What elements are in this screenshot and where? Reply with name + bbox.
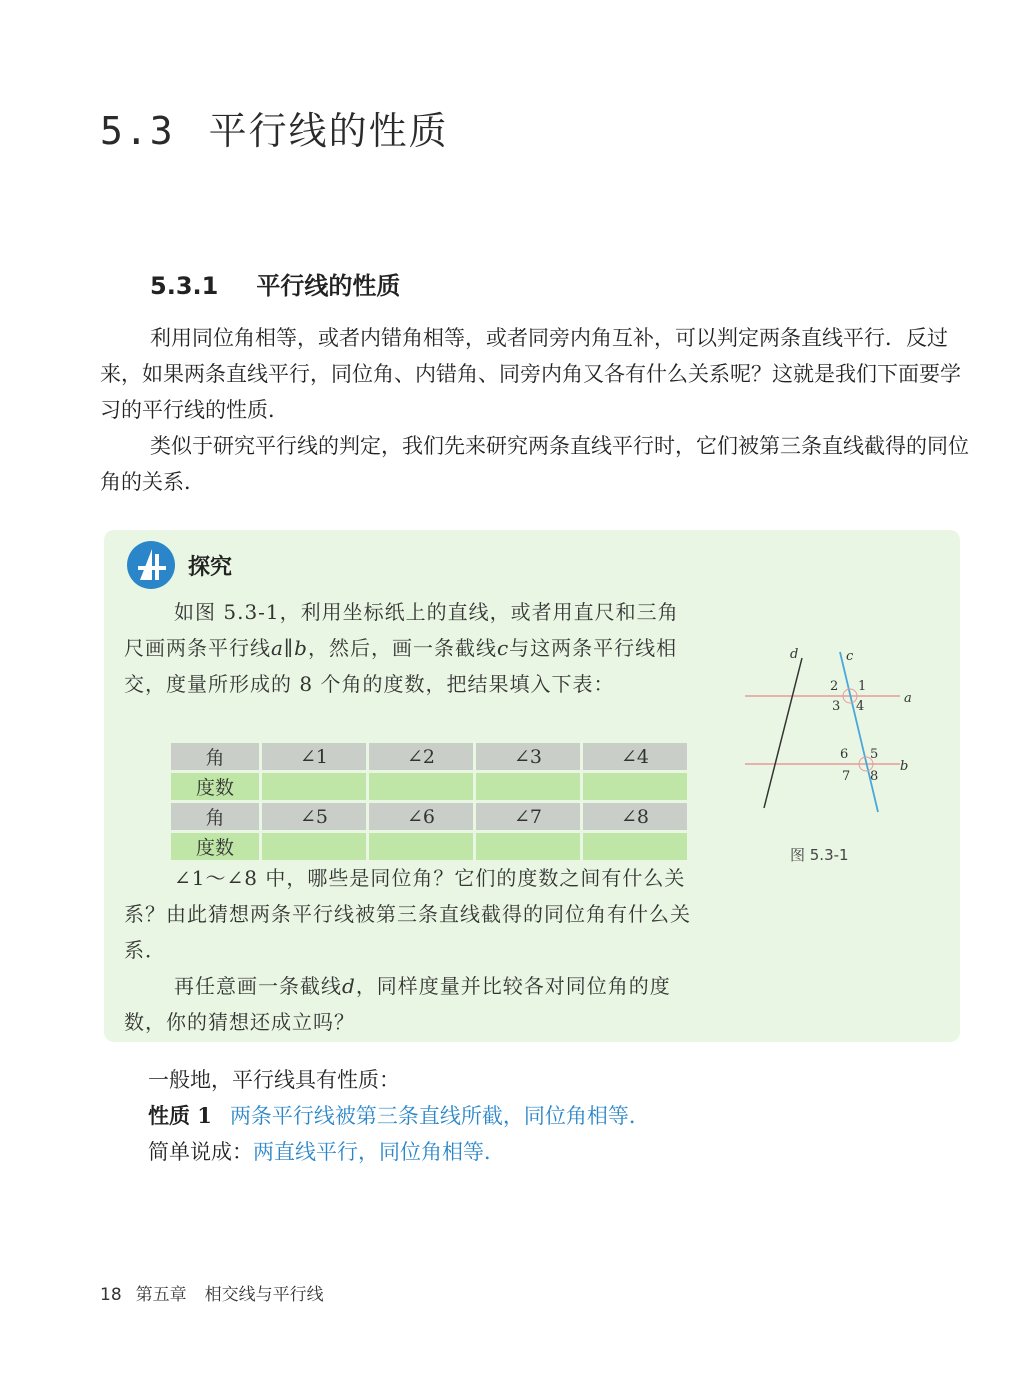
label-angle-6: 6 (840, 747, 849, 762)
subsection-number: 5.3.1 (150, 272, 219, 300)
section-title-text: 平行线的性质 (208, 109, 449, 153)
explore-p1-math: a∥b (271, 636, 308, 660)
label-angle-7: 7 (842, 769, 851, 784)
label-angle-3: 3 (832, 699, 841, 714)
label-angle-5: 5 (870, 747, 879, 762)
table-row (171, 743, 687, 770)
label-b: b (900, 759, 909, 774)
table-cell-empty (476, 833, 580, 860)
subsection-title-text: 平行线的性质 (256, 272, 401, 300)
table-cell: ∠5 (262, 803, 366, 830)
explore-p3-text-b: ，同样度量并比较各对同位角的度数，你的猜想还成立吗？ (124, 974, 671, 1034)
table-cell: ∠1 (262, 743, 366, 770)
explore-p1-var-c: c (496, 636, 510, 660)
angle-table (168, 740, 690, 863)
label-angle-4: 4 (856, 699, 865, 714)
explore-p2-text: ∠1～∠8 中，哪些是同位角？它们的度数之间有什么关系？由此猜想两条平行线被第三条直线截得的同位角有什么关系． (124, 866, 691, 962)
property-1 (148, 1100, 650, 1130)
general-statement: 一般地，平行线具有性质： (148, 1068, 400, 1092)
explore-p1-text-b: ，然后，画一条截线 (307, 636, 497, 660)
table-cell-empty (262, 773, 366, 800)
table-cell: ∠7 (476, 803, 580, 830)
table-cell: ∠4 (583, 743, 687, 770)
explore-paragraph-2 (124, 860, 696, 968)
label-d: d (790, 647, 799, 662)
property-text: 两条平行线被第三条直线所截，同位角相等． (229, 1104, 650, 1128)
table-cell-empty (262, 833, 366, 860)
explore-paragraph-1 (124, 594, 696, 702)
table-cell-empty (369, 833, 473, 860)
section-title (100, 100, 449, 155)
intro-paragraph-1-text: 利用同位角相等，或者内错角相等，或者同旁内角互补，可以判定两条直线平行．反过来，如果两条直线平行，同位角、内错角、同旁内角又各有什么关系呢？这就是我们下面要学习的平行线的性质． (100, 326, 961, 422)
table-cell-empty (583, 833, 687, 860)
table-cell-empty (476, 773, 580, 800)
property-label: 性质 1 (148, 1103, 212, 1128)
subsection-title (150, 266, 400, 301)
explore-icon (126, 540, 176, 590)
table-header-angle: 角 (171, 803, 259, 830)
label-angle-1: 1 (858, 679, 867, 694)
label-a: a (904, 691, 912, 706)
intro-paragraph-2 (100, 428, 972, 500)
transversal-c (840, 652, 878, 812)
table-row (171, 803, 687, 830)
simple-statement (148, 1136, 505, 1166)
label-c: c (846, 649, 854, 664)
figure-caption: 图 5.3-1 (790, 846, 849, 864)
table-cell-empty (369, 773, 473, 800)
explore-label: 探究 (188, 555, 233, 580)
page-number: 18 (100, 1285, 122, 1305)
table-header-angle: 角 (171, 743, 259, 770)
table-header-degree: 度数 (171, 773, 259, 800)
figure-5-3-1 (740, 640, 930, 820)
simple-label: 简单说成： (148, 1140, 253, 1164)
explore-p1-text-a: 如图 5.3-1，利用坐标纸上的直线，或者用直尺和三角尺画两条平行线 (124, 600, 679, 660)
section-number: 5.3 (100, 109, 175, 153)
chapter-title: 相交线与平行线 (204, 1285, 324, 1305)
table-cell: ∠8 (583, 803, 687, 830)
table-row (171, 773, 687, 800)
table-cell: ∠3 (476, 743, 580, 770)
explore-p3-var-d: d (342, 974, 356, 998)
table-cell: ∠6 (369, 803, 473, 830)
explore-paragraph-3 (124, 968, 696, 1040)
explore-p3-text-a: 再任意画一条截线 (174, 974, 342, 998)
chapter-label: 第五章 (135, 1285, 187, 1305)
page-footer (100, 1280, 324, 1305)
explore-p1-text-d: 与这两条平行线相交，度量所形成的 8 个角的度数，把结果填入下表： (124, 636, 678, 696)
table-cell-empty (583, 773, 687, 800)
table-cell: ∠2 (369, 743, 473, 770)
intro-paragraph-1 (100, 320, 972, 428)
transversal-d (764, 658, 802, 808)
table-row (171, 833, 687, 860)
simple-text: 两直线平行，同位角相等． (253, 1140, 505, 1164)
table-header-degree: 度数 (171, 833, 259, 860)
label-angle-2: 2 (830, 679, 839, 694)
intro-paragraph-2-text: 类似于研究平行线的判定，我们先来研究两条直线平行时，它们被第三条直线截得的同位角的关系． (100, 434, 969, 494)
label-angle-8: 8 (870, 769, 879, 784)
